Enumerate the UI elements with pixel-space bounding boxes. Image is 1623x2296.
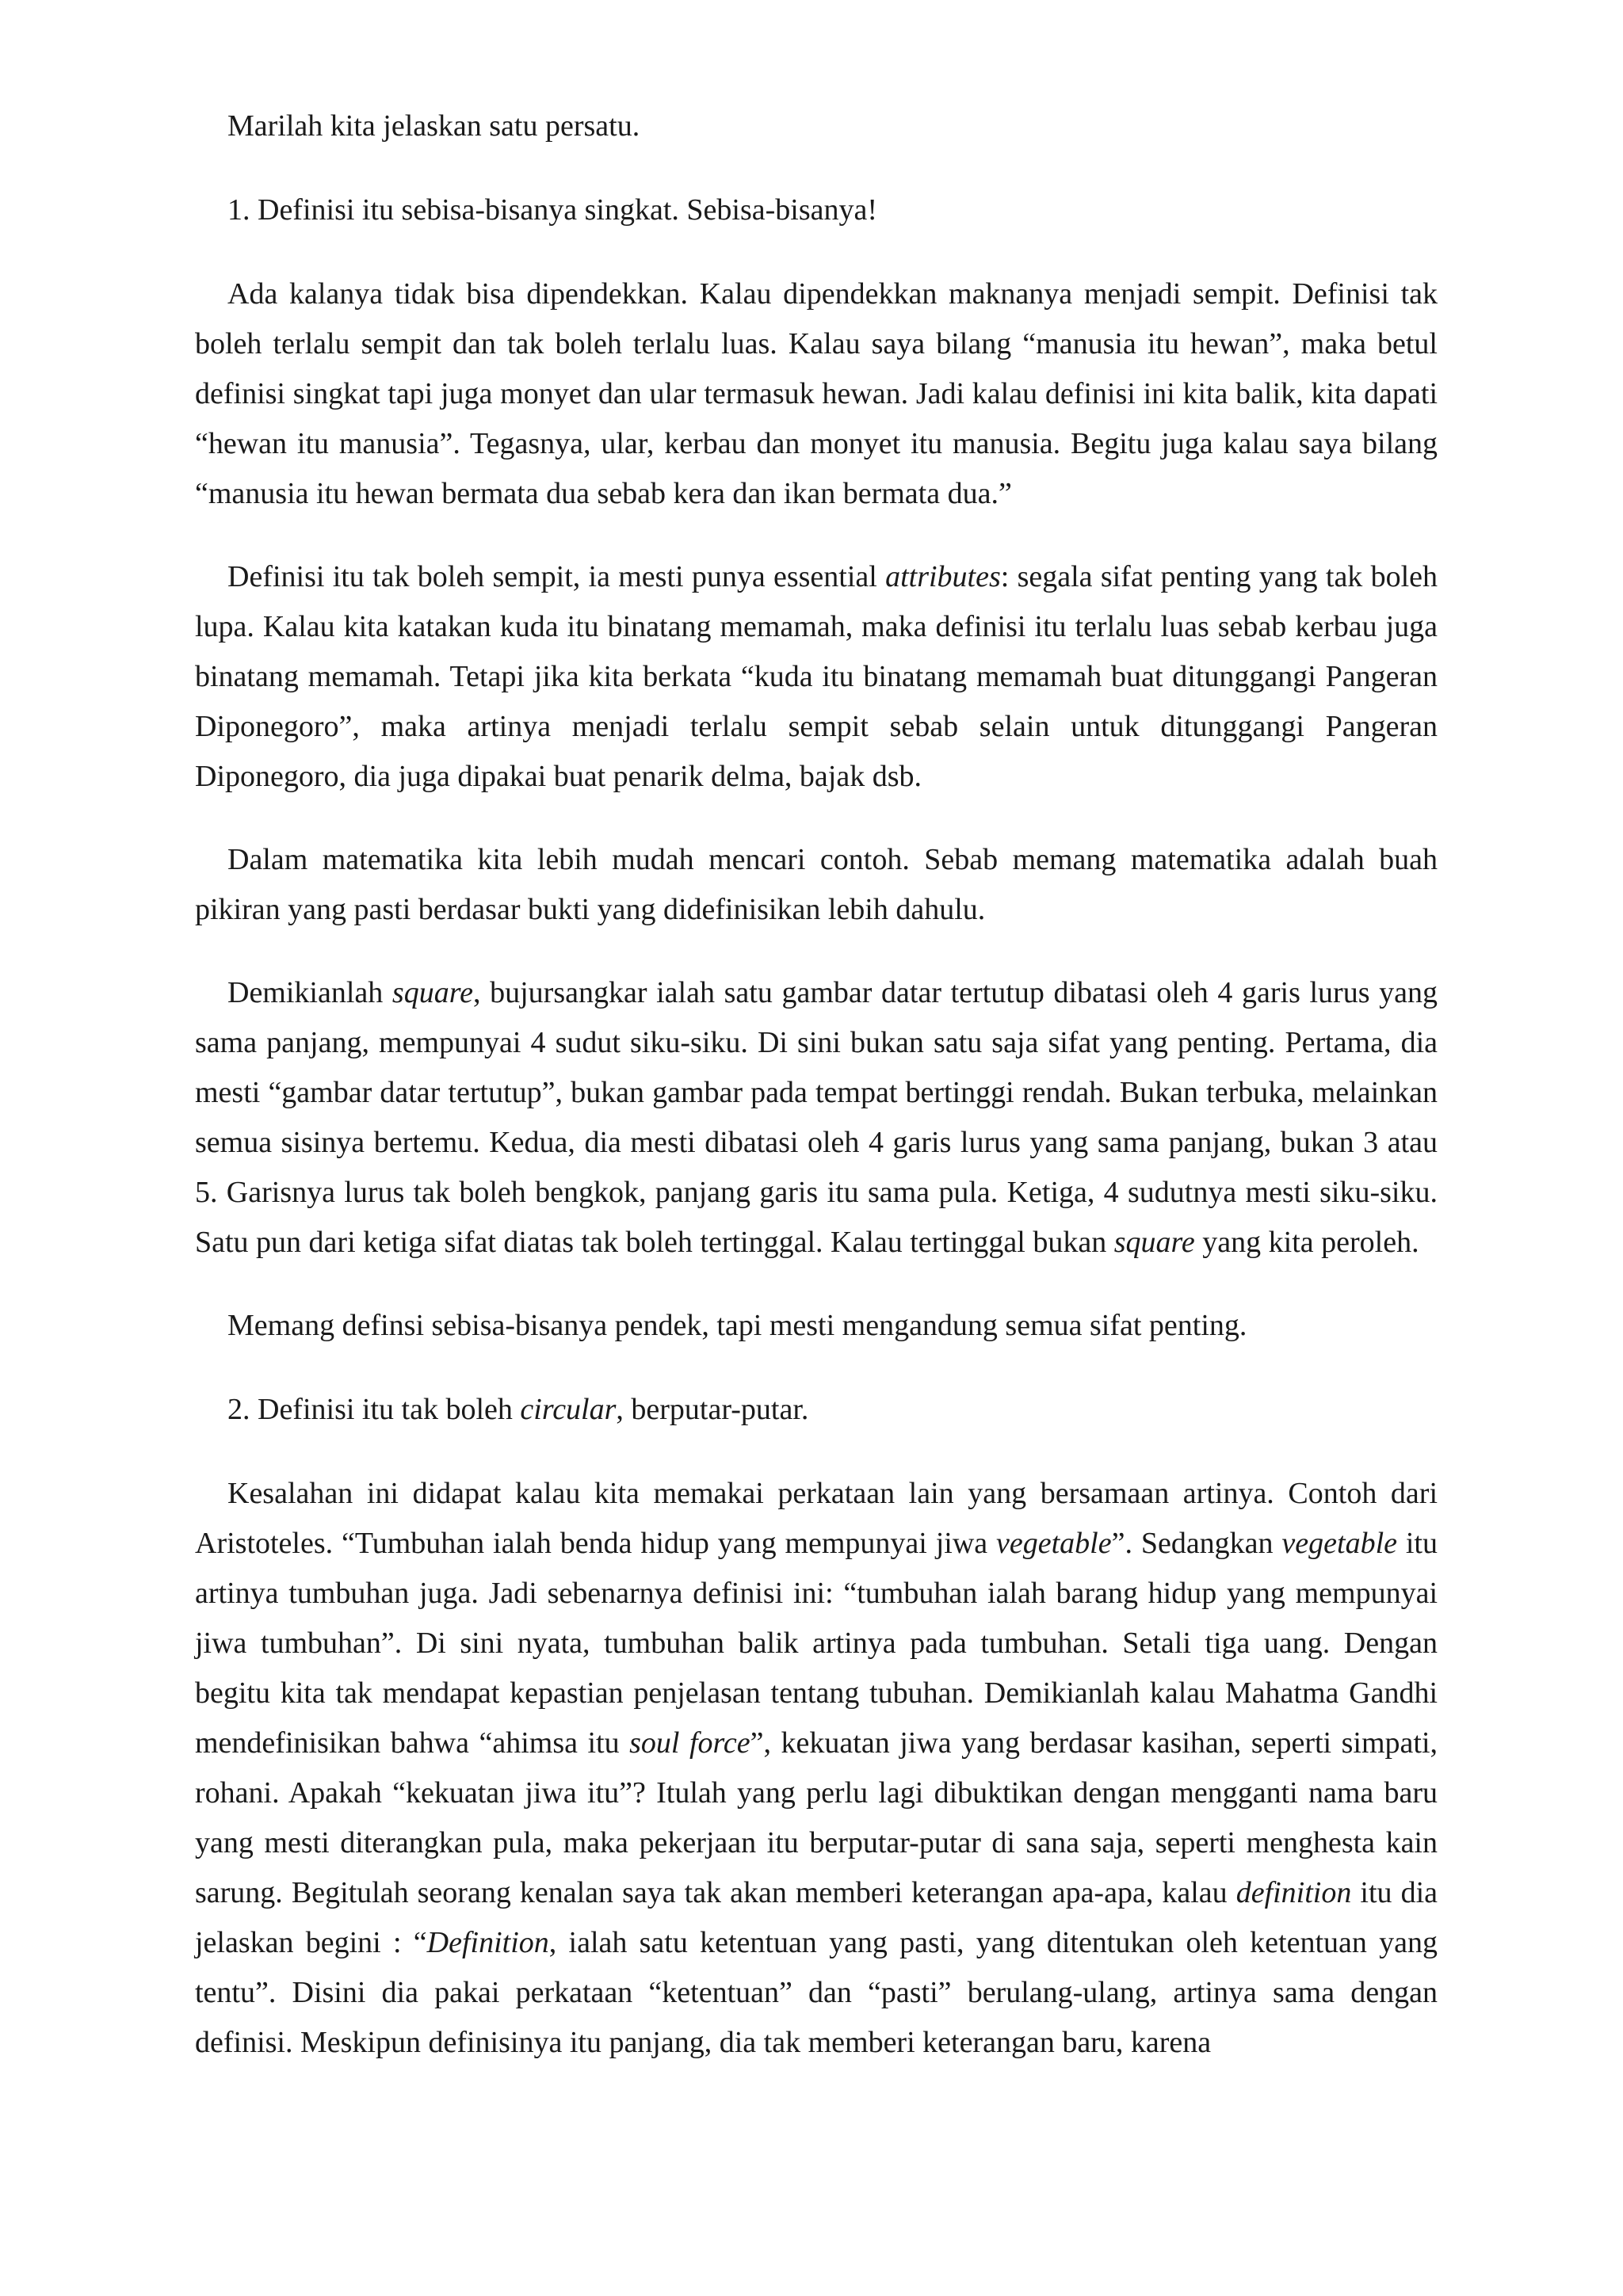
paragraph-essential-attributes: Definisi itu tak boleh sempit, ia mesti punya essential attributes: segala sifat penting yang tak boleh lupa. Kalau kita katakan kuda itu binatang memamah, maka definisi itu terlalu luas sebab kerbau juga binatang memamah. Tetapi jika kita berkata “kuda itu binatang memamah buat ditunggangi Pangeran Diponegoro”, maka artinya menjadi terlalu sempit sebab selain untuk ditunggangi Pangeran Diponegoro, dia juga dipakai buat penarik delma, bajak dsb. (195, 560, 1438, 793)
paragraph-too-narrow-too-broad: Ada kalanya tidak bisa dipendekkan. Kalau dipendekkan maknanya menjadi sempit. Definisi tak boleh terlalu sempit dan tak boleh terlalu luas. Kalau saya bilang “manusia itu hewan”, maka betul definisi singkat tapi juga monyet dan ular termasuk hewan. Jadi kalau definisi ini kita balik, kita dapati “hewan itu manusia”. Tegasnya, ular, kerbau dan monyet itu manusia. Begitu juga kalau saya bilang “manusia itu hewan bermata dua sebab kera dan ikan bermata dua.” (195, 277, 1438, 510)
paragraph-intro: Marilah kita jelaskan satu persatu. (227, 109, 640, 143)
paragraph-circular-definition: Kesalahan ini didapat kalau kita memakai perkataan lain yang bersamaan artinya. Contoh dari Aristoteles. “Tumbuhan ialah benda hidup yang mempunyai jiwa vegetable”. Sedangkan vegetable itu artinya tumbuhan juga. Jadi sebenarnya definisi ini: “tumbuhan ialah barang hidup yang mempunyai jiwa tumbuhan”. Di sini nyata, tumbuhan balik artinya pada tumbuhan. Setali tiga uang. Dengan begitu kita tak mendapat kepastian penjelasan tentang tubuhan. Demikianlah kalau Mahatma Gandhi mendefinisikan bahwa “ahimsa itu soul force”, kekuatan jiwa yang berdasar kasihan, seperti simpati, rohani. Apakah “kekuatan jiwa itu”? Itulah yang perlu lagi dibuktikan dengan mengganti nama baru yang mesti diterangkan pula, maka pekerjaan itu berputar-putar di sana saja, seperti menghesta kain sarung. Begitulah seorang kenalan saya tak akan memberi keterangan apa-apa, kalau definition itu dia jelaskan begini : “Definition, ialah satu ketentuan yang pasti, yang ditentukan oleh ketentuan yang tentu”. Disini dia pakai perkataan “ketentuan” dan “pasti” berulang-ulang, artinya sama dengan definisi. Meskipun definisinya itu panjang, dia tak memberi keterangan baru, karena (195, 1477, 1438, 2059)
paragraph-square-example: Demikianlah square, bujursangkar ialah satu gambar datar tertutup dibatasi oleh 4 garis lurus yang sama panjang, mempunyai 4 sudut siku-siku. Di sini bukan satu saja sifat yang penting. Pertama, dia mesti “gambar datar tertutup”, bukan gambar pada tempat bertinggi rendah. Bukan terbuka, melainkan semua sisinya bertemu. Kedua, dia mesti dibatasi oleh 4 garis lurus yang sama panjang, bukan 3 atau 5. Garisnya lurus tak boleh bengkok, panjang garis itu sama pula. Ketiga, 4 sudutnya mesti siku-siku. Satu pun dari ketiga sifat diatas tak boleh tertinggal. Kalau tertinggal bukan square yang kita peroleh. (195, 976, 1438, 1259)
paragraph-summary: Memang definsi sebisa-bisanya pendek, tapi mesti mengandung semua sifat penting. (227, 1309, 1247, 1342)
paragraph-point-1-heading: 1. Definisi itu sebisa-bisanya singkat. Sebisa-bisanya! (227, 193, 878, 227)
paragraph-mathematics: Dalam matematika kita lebih mudah mencari contoh. Sebab memang matematika adalah buah pikiran yang pasti berdasar bukti yang didefinisikan lebih dahulu. (195, 843, 1438, 926)
paragraph-point-2-heading: 2. Definisi itu tak boleh circular, berputar-putar. (227, 1393, 809, 1426)
document-page (195, 101, 1438, 2101)
